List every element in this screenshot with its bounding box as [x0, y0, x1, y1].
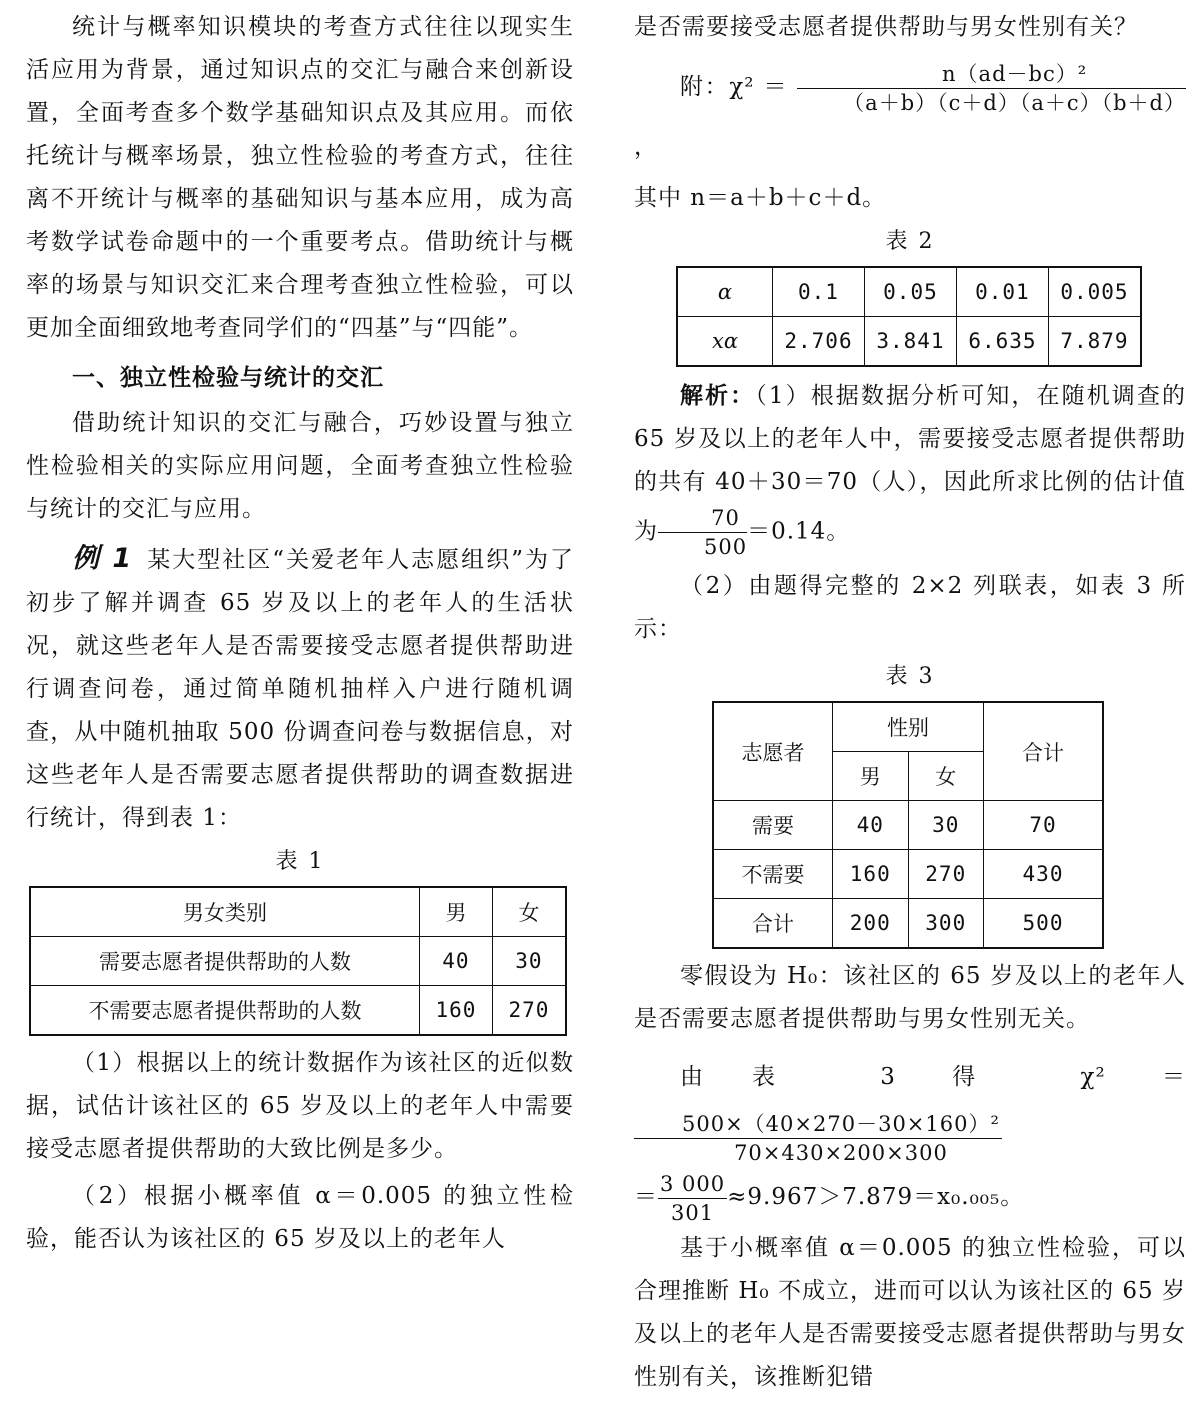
fraction-3000-301	[658, 1170, 727, 1227]
question-1: （1）根据以上的统计数据作为该社区的近似数据，试估计该社区的 65 岁及以上的老年人中需要接受志愿者提供帮助的大致比例是多少。	[26, 1050, 574, 1162]
calc-fraction	[634, 1110, 1002, 1167]
table-cell: 需要	[713, 801, 833, 850]
table-cell: 270	[492, 986, 566, 1036]
analysis-1	[634, 375, 1186, 561]
table-row	[677, 267, 1141, 317]
section-title: 一、独立性检验与统计的交汇	[72, 365, 384, 391]
question-2-end: 是否需要接受志愿者提供帮助与男女性别有关？	[634, 14, 1138, 40]
example-label: 例 1	[72, 543, 133, 574]
analysis-label: 解析：	[680, 383, 756, 409]
calc-label: 由表 3 得 χ² ＝	[680, 1064, 1186, 1090]
table-cell: 3.841	[864, 317, 956, 367]
fraction-70-500	[658, 504, 747, 561]
table2-caption: 表 2	[885, 229, 935, 254]
table-cell: 200	[833, 899, 909, 949]
table-cell: 男	[420, 887, 493, 937]
table-row	[713, 899, 1103, 949]
table-cell: α	[677, 267, 773, 317]
table-cell: 70	[984, 801, 1104, 850]
table1	[29, 886, 567, 1036]
formula-tail: ，	[634, 134, 658, 160]
calculation	[634, 1047, 1186, 1167]
table-row	[30, 937, 566, 986]
table-cell: 270	[908, 850, 984, 899]
fraction-denominator: 500	[704, 535, 748, 559]
table-cell: 0.05	[864, 267, 956, 317]
calc-numerator: 500×（40×270－30×160）²	[634, 1110, 1002, 1139]
calc-denominator: 70×430×200×300	[734, 1140, 948, 1165]
table-cell: 男女类别	[30, 887, 420, 937]
table-cell: 不需要	[713, 850, 833, 899]
table3	[712, 701, 1104, 949]
table-cell: 需要志愿者提供帮助的人数	[30, 937, 420, 986]
example-text: 某大型社区“关爱老年人志愿组织”为了初步了解并调查 65 岁及以上的老年人的生活状况，就这些老年人是否需要接受志愿者提供帮助进行调查问卷，通过简单随机抽样入户进行随机调查，从中随机抽取 500 份调查问卷与数据信息，对这些老年人是否需要志愿者提供帮助的调查数据进行统计，得到表 1：	[26, 547, 574, 831]
intro-paragraph: 统计与概率知识模块的考查方式往往以现实生活应用为背景，通过知识点的交汇与融合来创新设置，全面考查多个数学基础知识点及其应用。而依托统计与概率场景，独立性检验的考查方式，往往离不开统计与概率的基础知识与基本应用，成为高考数学试卷命题中的一个重要考点。借助统计与概率的场景与知识交汇来合理考查独立性检验，可以更加全面细致地考查同学们的“四基”与“四能”。	[26, 14, 574, 341]
appendix-formula	[634, 57, 1186, 177]
appendix-label: 附：χ² ＝	[680, 74, 789, 100]
table-cell: 40	[420, 937, 493, 986]
table-cell: 500	[984, 899, 1104, 949]
table-cell: xα	[677, 317, 773, 367]
formula-numerator: n（ad－bc）²	[797, 60, 1186, 89]
right-column	[634, 6, 1186, 1399]
question-2-start: （2）根据小概率值 α＝0.005 的独立性检验，能否认为该社区的 65 岁及以上的老年人	[26, 1183, 574, 1252]
table-row	[30, 986, 566, 1036]
table-cell: 女	[908, 752, 984, 801]
table-cell: 30	[492, 937, 566, 986]
where-text: 其中 n＝a＋b＋c＋d。	[634, 185, 887, 211]
formula-denominator: （a＋b）（c＋d）（a＋c）（b＋d）	[843, 90, 1187, 115]
fraction-numerator: 3 000	[658, 1170, 727, 1199]
table3-caption: 表 3	[885, 664, 935, 689]
table-cell: 合计	[984, 702, 1104, 801]
table-cell: 合计	[713, 899, 833, 949]
section-intro: 借助统计知识的交汇与融合，巧妙设置与独立性检验相关的实际应用问题，全面考查独立性检验与统计的交汇与应用。	[26, 410, 574, 522]
table-cell: 6.635	[956, 317, 1048, 367]
chi-square-formula	[797, 60, 1186, 117]
table-row	[713, 702, 1103, 752]
table-cell: 0.1	[773, 267, 865, 317]
table-cell: 160	[420, 986, 493, 1036]
table1-caption: 表 1	[275, 849, 325, 874]
table-cell: 女	[492, 887, 566, 937]
calculation-result: ＝ $\frac{3 000}{301}$ ≈9.967＞7.879＝x₀.₀₀₅。	[634, 1171, 1025, 1225]
table-cell: 430	[984, 850, 1104, 899]
analysis-2: （2）由题得完整的 2×2 列联表，如表 3 所示：	[634, 573, 1186, 642]
table-cell: 0.01	[956, 267, 1048, 317]
table-cell: 30	[908, 801, 984, 850]
table-cell: 2.706	[773, 317, 865, 367]
null-hypothesis: 零假设为 H₀：该社区的 65 岁及以上的老年人是否需要志愿者提供帮助与男女性别无关。	[634, 963, 1186, 1032]
table-cell: 160	[833, 850, 909, 899]
table-cell: 性别	[833, 702, 984, 752]
table-cell: 0.005	[1048, 267, 1141, 317]
table-cell: 志愿者	[713, 702, 833, 801]
table-cell: 7.879	[1048, 317, 1141, 367]
table-cell: 不需要志愿者提供帮助的人数	[30, 986, 420, 1036]
table2	[676, 266, 1142, 367]
calc-tail: ≈9.967＞7.879＝x₀.₀₀₅。	[727, 1184, 1025, 1210]
table-row	[713, 801, 1103, 850]
table-row	[713, 850, 1103, 899]
analysis-1-text: （1）根据数据分析可知，在随机调查的 65 岁及以上的老年人中，需要接受志愿者提供帮助的共有 40＋30＝70（人），因此所求比例的估计值为	[634, 383, 1186, 545]
fraction-numerator: 70	[658, 504, 747, 533]
table-cell: 40	[833, 801, 909, 850]
conclusion: 基于小概率值 α＝0.005 的独立性检验，可以合理推断 H₀ 不成立，进而可以认为该社区的 65 岁及以上的老年人是否需要接受志愿者提供帮助与男女性别有关，该推断犯错	[634, 1235, 1186, 1390]
analysis-1-tail: ＝0.14。	[747, 518, 851, 545]
table-row	[30, 887, 566, 937]
example-1	[26, 537, 574, 840]
fraction-denominator: 301	[671, 1200, 715, 1225]
table-cell: 300	[908, 899, 984, 949]
table-row	[677, 317, 1141, 367]
table-cell: 男	[833, 752, 909, 801]
left-column	[26, 6, 574, 1261]
